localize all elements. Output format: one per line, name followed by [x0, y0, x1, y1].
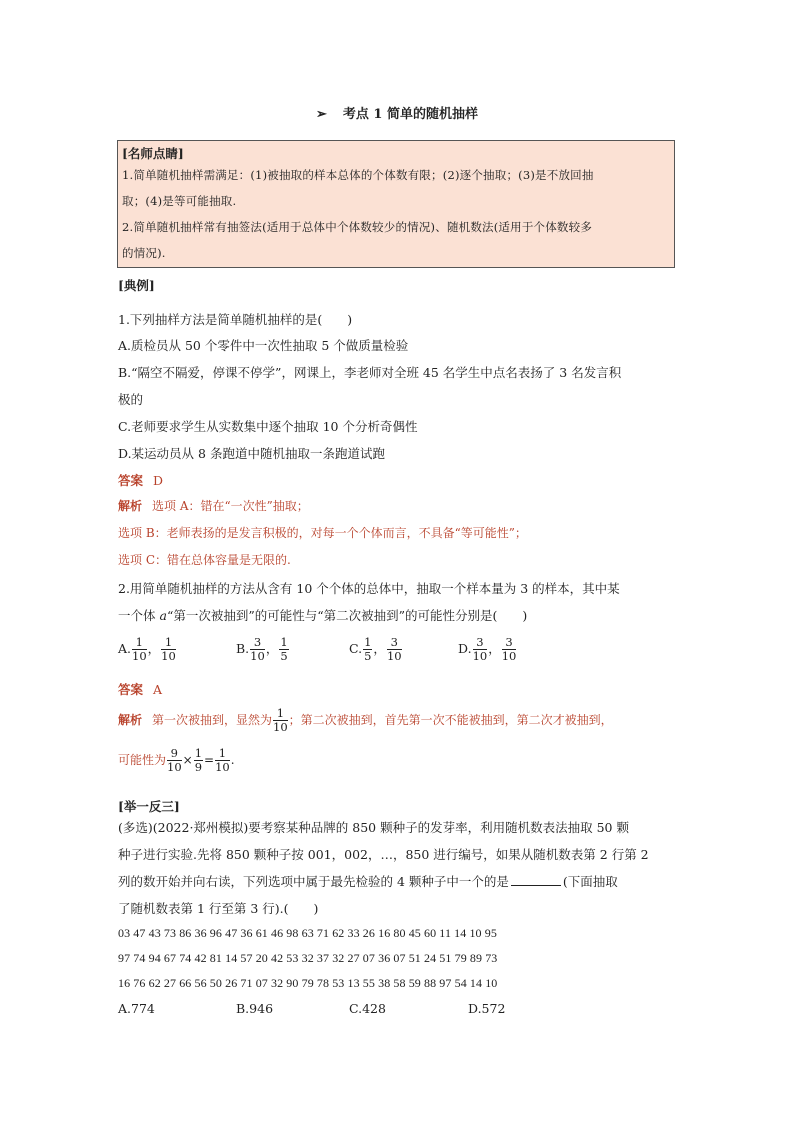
q1-stem: 1.下列抽样方法是简单随机抽样的是( ) — [118, 312, 353, 327]
q2-analysis — [118, 707, 613, 734]
tips-line: 取；(4)是等可能抽取. — [122, 194, 237, 208]
fraction: $\frac{1}{10}$ — [161, 635, 176, 663]
q1-option-c: C.老师要求学生从实数集中逐个抽取 10 个分析奇偶性 — [118, 419, 418, 434]
q1-answer — [118, 471, 163, 489]
answer-label: 答案 — [118, 682, 144, 697]
random-number-row: 97 74 94 67 74 42 81 14 57 20 42 53 32 37 32 27 07 36 07 51 24 51 79 89 73 — [118, 951, 498, 965]
q2-option-b: B. $\frac{3}{10}$ ， $\frac{1}{5}$ — [236, 635, 288, 663]
section-heading — [0, 103, 794, 122]
random-number-row: 16 76 62 27 66 56 50 26 71 07 32 90 79 78 53 13 55 38 58 59 88 97 54 14 10 — [118, 976, 498, 990]
tips-title: [名师点睛] — [122, 146, 184, 161]
practice-line: (多选)(2022·郑州模拟)要考察某种品牌的 850 颗种子的发芽率，利用随机数表法抽取 50 颗 — [118, 820, 629, 835]
option-label: D. — [458, 641, 472, 656]
fraction: $\frac{3}{10}$ — [472, 635, 488, 663]
q1-analysis-line: 选项 B：老师表扬的是发言积极的，对每一个个体而言，不具备“等可能性”； — [118, 526, 527, 540]
tips-line: 2.简单随机抽样常有抽签法(适用于总体中个体数较少的情况)、随机数法(适用于个体数较多 — [122, 220, 593, 234]
fraction: $\frac{1}{5}$ — [280, 635, 288, 663]
fraction: $\frac{3}{10}$ — [386, 635, 402, 663]
practice-line — [118, 872, 618, 890]
practice-line: 种子进行实验.先将 850 颗种子按 001，002，…，850 进行编号，如果从随机数表第 2 行第 2 — [118, 847, 649, 862]
option-label: B. — [236, 641, 250, 656]
practice-option-c: C.428 — [349, 1001, 386, 1016]
practice-line: 了随机数表第 1 行至第 3 行).( ) — [118, 901, 319, 916]
answer-blank — [511, 885, 561, 886]
q2-option-d: D. $\frac{3}{10}$ ， $\frac{3}{10}$ — [458, 635, 517, 663]
q1-option-a: A.质检员从 50 个零件中一次性抽取 5 个做质量检验 — [118, 338, 409, 353]
answer-value: D — [153, 473, 164, 488]
q2-stem-cont — [118, 606, 527, 624]
q2-stem: 2.用简单随机抽样的方法从含有 10 个个体的总体中，抽取一个样本量为 3 的样本，其中某 — [118, 581, 620, 596]
option-label: A. — [118, 641, 132, 656]
q1-option-d: D.某运动员从 8 条跑道中随机抽取一条跑道试跑 — [118, 446, 385, 461]
fraction: $\frac{1}{10}$ — [132, 635, 147, 663]
analysis-text: 可能性为 — [118, 753, 167, 767]
analysis-label: 解析 — [118, 713, 143, 727]
answer-value: A — [153, 682, 163, 697]
q2-option-a: A. $\frac{1}{10}$ ， $\frac{1}{10}$ — [118, 635, 176, 663]
practice-option-a: A.774 — [118, 1001, 155, 1016]
fraction: $\frac{9}{10}$ — [167, 746, 182, 774]
option-label: C. — [349, 641, 363, 656]
q1-analysis-line: 选项 C：错在总体容量是无限的. — [118, 553, 291, 567]
q1-option-b: B.“隔空不隔爱，停课不停学”，网课上，李老师对全班 45 名学生中点名表扬了 3 名发言积 — [118, 365, 622, 380]
practice-text: (下面抽取 — [562, 874, 618, 889]
practice-text: 列的数开始并向右读，下列选项中属于最先检验的 4 颗种子中一个的是 — [118, 874, 509, 889]
practice-option-b: B.946 — [236, 1001, 274, 1016]
q2-stem-pre: 一个体 — [118, 608, 160, 623]
q2-analysis-line2: 可能性为 $\frac{9}{10}$ × $\frac{1}{9}$ = $\frac{1}{10}$ . — [118, 746, 235, 774]
fraction: $\frac{1}{10}$ — [273, 706, 288, 734]
q1-option-b-cont: 极的 — [118, 392, 144, 407]
fraction: $\frac{1}{5}$ — [364, 635, 372, 663]
practice-label: [举一反三] — [118, 799, 180, 814]
q2-variable: a — [159, 608, 167, 623]
answer-label: 答案 — [118, 473, 144, 488]
example-label: [典例] — [118, 278, 155, 293]
tips-box — [117, 140, 675, 268]
fraction: $\frac{3}{10}$ — [250, 635, 265, 663]
analysis-text: 选项 A：错在“一次性”抽取； — [152, 499, 309, 513]
heading-text: 考点 1 简单的随机抽样 — [342, 107, 478, 122]
fraction: $\frac{3}{10}$ — [501, 635, 517, 663]
analysis-label: 解析 — [118, 499, 143, 513]
tips-line: 1.简单随机抽样需满足：(1)被抽取的样本总体的个体数有限；(2)逐个抽取；(3)是不放回抽 — [122, 168, 594, 182]
arrow-icon: ➢ — [315, 107, 327, 122]
fraction: $\frac{1}{10}$ — [215, 746, 230, 774]
q2-answer — [118, 680, 162, 698]
q1-analysis — [118, 497, 309, 514]
tips-line: 的情况). — [122, 246, 166, 260]
fraction: $\frac{1}{9}$ — [194, 746, 203, 774]
random-number-row: 03 47 43 73 86 36 96 47 36 61 46 98 63 71 62 33 26 16 80 45 60 11 14 10 95 — [118, 926, 497, 940]
q2-option-c: C. $\frac{1}{5}$ ， $\frac{3}{10}$ — [349, 635, 402, 663]
analysis-text: 第一次被抽到，显然为 — [152, 713, 273, 727]
q2-stem-post: “第一次被抽到”的可能性与“第二次被抽到”的可能性分别是( ) — [166, 608, 528, 623]
analysis-text: ；第二次被抽到，首先第一次不能被抽到，第二次才被抽到， — [288, 713, 613, 727]
practice-option-d: D.572 — [468, 1001, 506, 1016]
